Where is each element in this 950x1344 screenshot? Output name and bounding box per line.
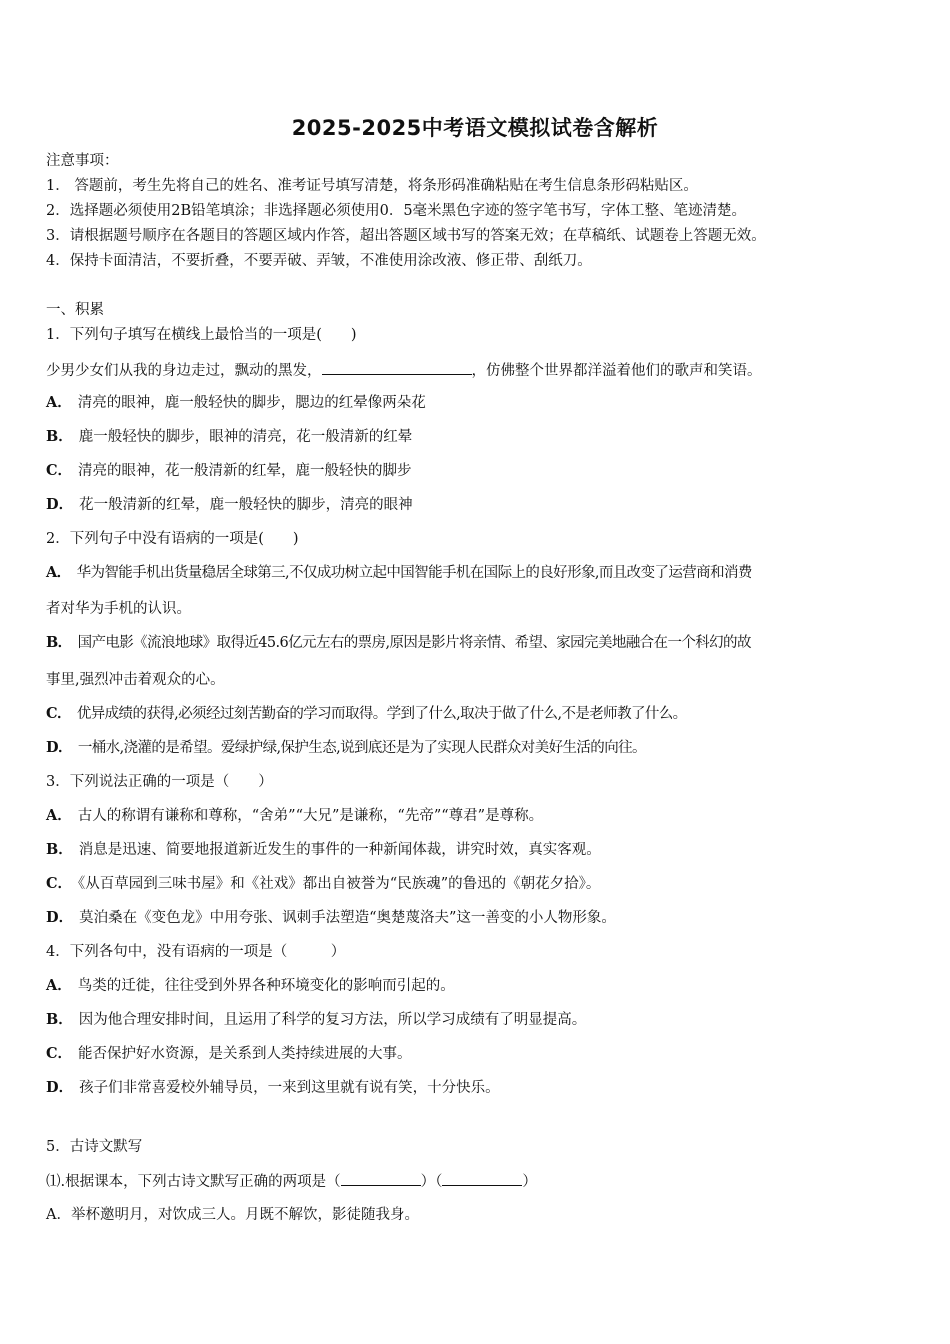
question-2-option-d [46, 738, 646, 758]
option-text: 因为他合理安排时间，且运用了科学的复习方法，所以学习成绩有了明显提高。 [78, 1012, 587, 1028]
question-3-option-d [46, 908, 616, 928]
sentence-after-blank: ，仿佛整个世界都洋溢着他们的歌声和笑语。 [471, 363, 762, 379]
option-letter: A． [46, 807, 72, 824]
answer-blank [341, 1170, 421, 1186]
option-text: 优异成绩的获得,必须经过刻苦勤奋的学习而取得。学到了什么,取决于做了什么,不是老师教了什么。 [76, 706, 687, 722]
question-4-option-c [46, 1044, 412, 1064]
question-1-stem: 1．下列句子填写在横线上最恰当的一项是( ) [46, 327, 357, 343]
question-4-option-a [46, 976, 455, 996]
option-text: 古人的称谓有谦称和尊称，“舍弟”“大兄”是谦称，“先帝”“尊君”是尊称。 [77, 808, 544, 824]
option-letter: B． [46, 428, 73, 445]
section-heading: 一、积累 [46, 302, 104, 318]
option-letter: A． [46, 977, 72, 994]
option-text: 鸟类的迁徙，往往受到外界各种环境变化的影响而引起的。 [77, 978, 455, 994]
option-letter: D． [46, 1079, 74, 1096]
question-1-option-d [46, 495, 413, 515]
option-letter: C． [46, 462, 73, 479]
question-4-option-b [46, 1010, 586, 1030]
answer-blank [442, 1170, 522, 1186]
option-text: 能否保护好水资源，是关系到人类持续进展的大事。 [78, 1046, 412, 1062]
notice-item: 3．请根据题号顺序在各题目的答题区域内作答，超出答题区域书写的答案无效；在草稿纸、试题卷上答题无效。 [46, 228, 766, 244]
option-letter: D． [46, 739, 72, 756]
option-text: 《从百草园到三味书屋》和《社戏》都出自被誉为“民族魂”的鲁迅的《朝花夕拾》。 [78, 876, 601, 892]
option-letter: D． [46, 496, 74, 513]
sub-question-mid: ）（ [420, 1174, 443, 1190]
sentence-before-blank: 少男少女们从我的身边走过，飘动的黑发， [46, 363, 322, 379]
question-2-option-a-continued: 者对华为手机的认识。 [46, 601, 191, 617]
option-letter: C． [46, 1045, 73, 1062]
option-text: 消息是迅速、简要地报道新近发生的事件的一种新闻体裁，讲究时效，真实客观。 [78, 842, 601, 858]
question-2-option-c [46, 704, 687, 724]
option-letter: C． [46, 875, 73, 892]
option-text: 花一般清新的红晕，鹿一般轻快的脚步，清亮的眼神 [79, 497, 413, 513]
question-2-option-b [46, 633, 751, 653]
question-1-option-a [46, 393, 426, 413]
question-1-option-b [46, 427, 412, 447]
option-letter: C． [46, 705, 71, 722]
option-text: 华为智能手机出货量稳居全球第三,不仅成功树立起中国智能手机在国际上的良好形象,而且改变了运营商和消费 [76, 565, 752, 581]
option-text: 清亮的眼神，鹿一般轻快的脚步，腮边的红晕像两朵花 [77, 395, 426, 411]
option-letter: A． [46, 564, 71, 581]
question-3-stem: 3．下列说法正确的一项是（ ） [46, 774, 273, 790]
question-3-option-c [46, 874, 600, 894]
notice-item: 1． 答题前，考生先将自己的姓名、准考证号填写清楚，将条形码准确粘贴在考生信息条形码粘贴区。 [46, 178, 698, 194]
sub-question-prefix: ⑴.根据课本，下列古诗文默写正确的两项是（ [46, 1174, 341, 1190]
option-text: 莫泊桑在《变色龙》中用夸张、讽刺手法塑造“奥楚蔑洛夫”这一善变的小人物形象。 [79, 910, 616, 926]
question-1-option-c [46, 461, 412, 481]
option-letter: B． [46, 1011, 73, 1028]
question-3-option-b [46, 840, 601, 860]
sub-question-suffix: ） [522, 1174, 537, 1190]
option-text: 孩子们非常喜爱校外辅导员，一来到这里就有说有笑，十分快乐。 [79, 1080, 500, 1096]
option-text: 鹿一般轻快的脚步，眼神的清亮，花一般清新的红晕 [78, 429, 413, 445]
question-5-sub-1 [46, 1170, 537, 1192]
notice-item: 4．保持卡面清洁，不要折叠，不要弄破、弄皱，不准使用涂改液、修正带、刮纸刀。 [46, 253, 592, 269]
option-text: 国产电影《流浪地球》取得近45.6亿元左右的票房,原因是影片将亲情、希望、家园完美地融合在一个科幻的故 [77, 635, 751, 651]
notice-heading: 注意事项： [46, 153, 119, 169]
option-text: 一桶水,浇灌的是希望。爱绿护绿,保护生态,说到底还是为了实现人民群众对美好生活的向往。 [77, 740, 646, 756]
question-4-option-d [46, 1078, 500, 1098]
question-3-option-a [46, 806, 543, 826]
notice-item: 2．选择题必须使用2B铅笔填涂；非选择题必须使用0．5毫米黑色字迹的签字笔书写，字体工整、笔迹清楚。 [46, 203, 747, 219]
option-letter: B． [46, 841, 73, 858]
question-5-stem: 5．古诗文默写 [46, 1139, 143, 1155]
option-letter: A． [46, 394, 72, 411]
option-letter: B． [46, 634, 72, 651]
question-2-option-b-continued: 事里,强烈冲击着观众的心。 [46, 672, 225, 688]
question-1-sentence [46, 359, 762, 381]
option-letter: D． [46, 909, 74, 926]
fill-blank [322, 359, 472, 375]
document-title: 2025-2025中考语文模拟试卷含解析 [291, 116, 659, 140]
question-5-option-a: A．举杯邀明月，对饮成三人。月既不解饮，影徒随我身。 [46, 1207, 419, 1223]
question-4-stem: 4．下列各句中，没有语病的一项是（ ） [46, 944, 346, 960]
option-text: 清亮的眼神，花一般清新的红晕，鹿一般轻快的脚步 [78, 463, 412, 479]
question-2-stem: 2．下列句子中没有语病的一项是( ) [46, 531, 299, 547]
question-2-option-a [46, 563, 752, 583]
